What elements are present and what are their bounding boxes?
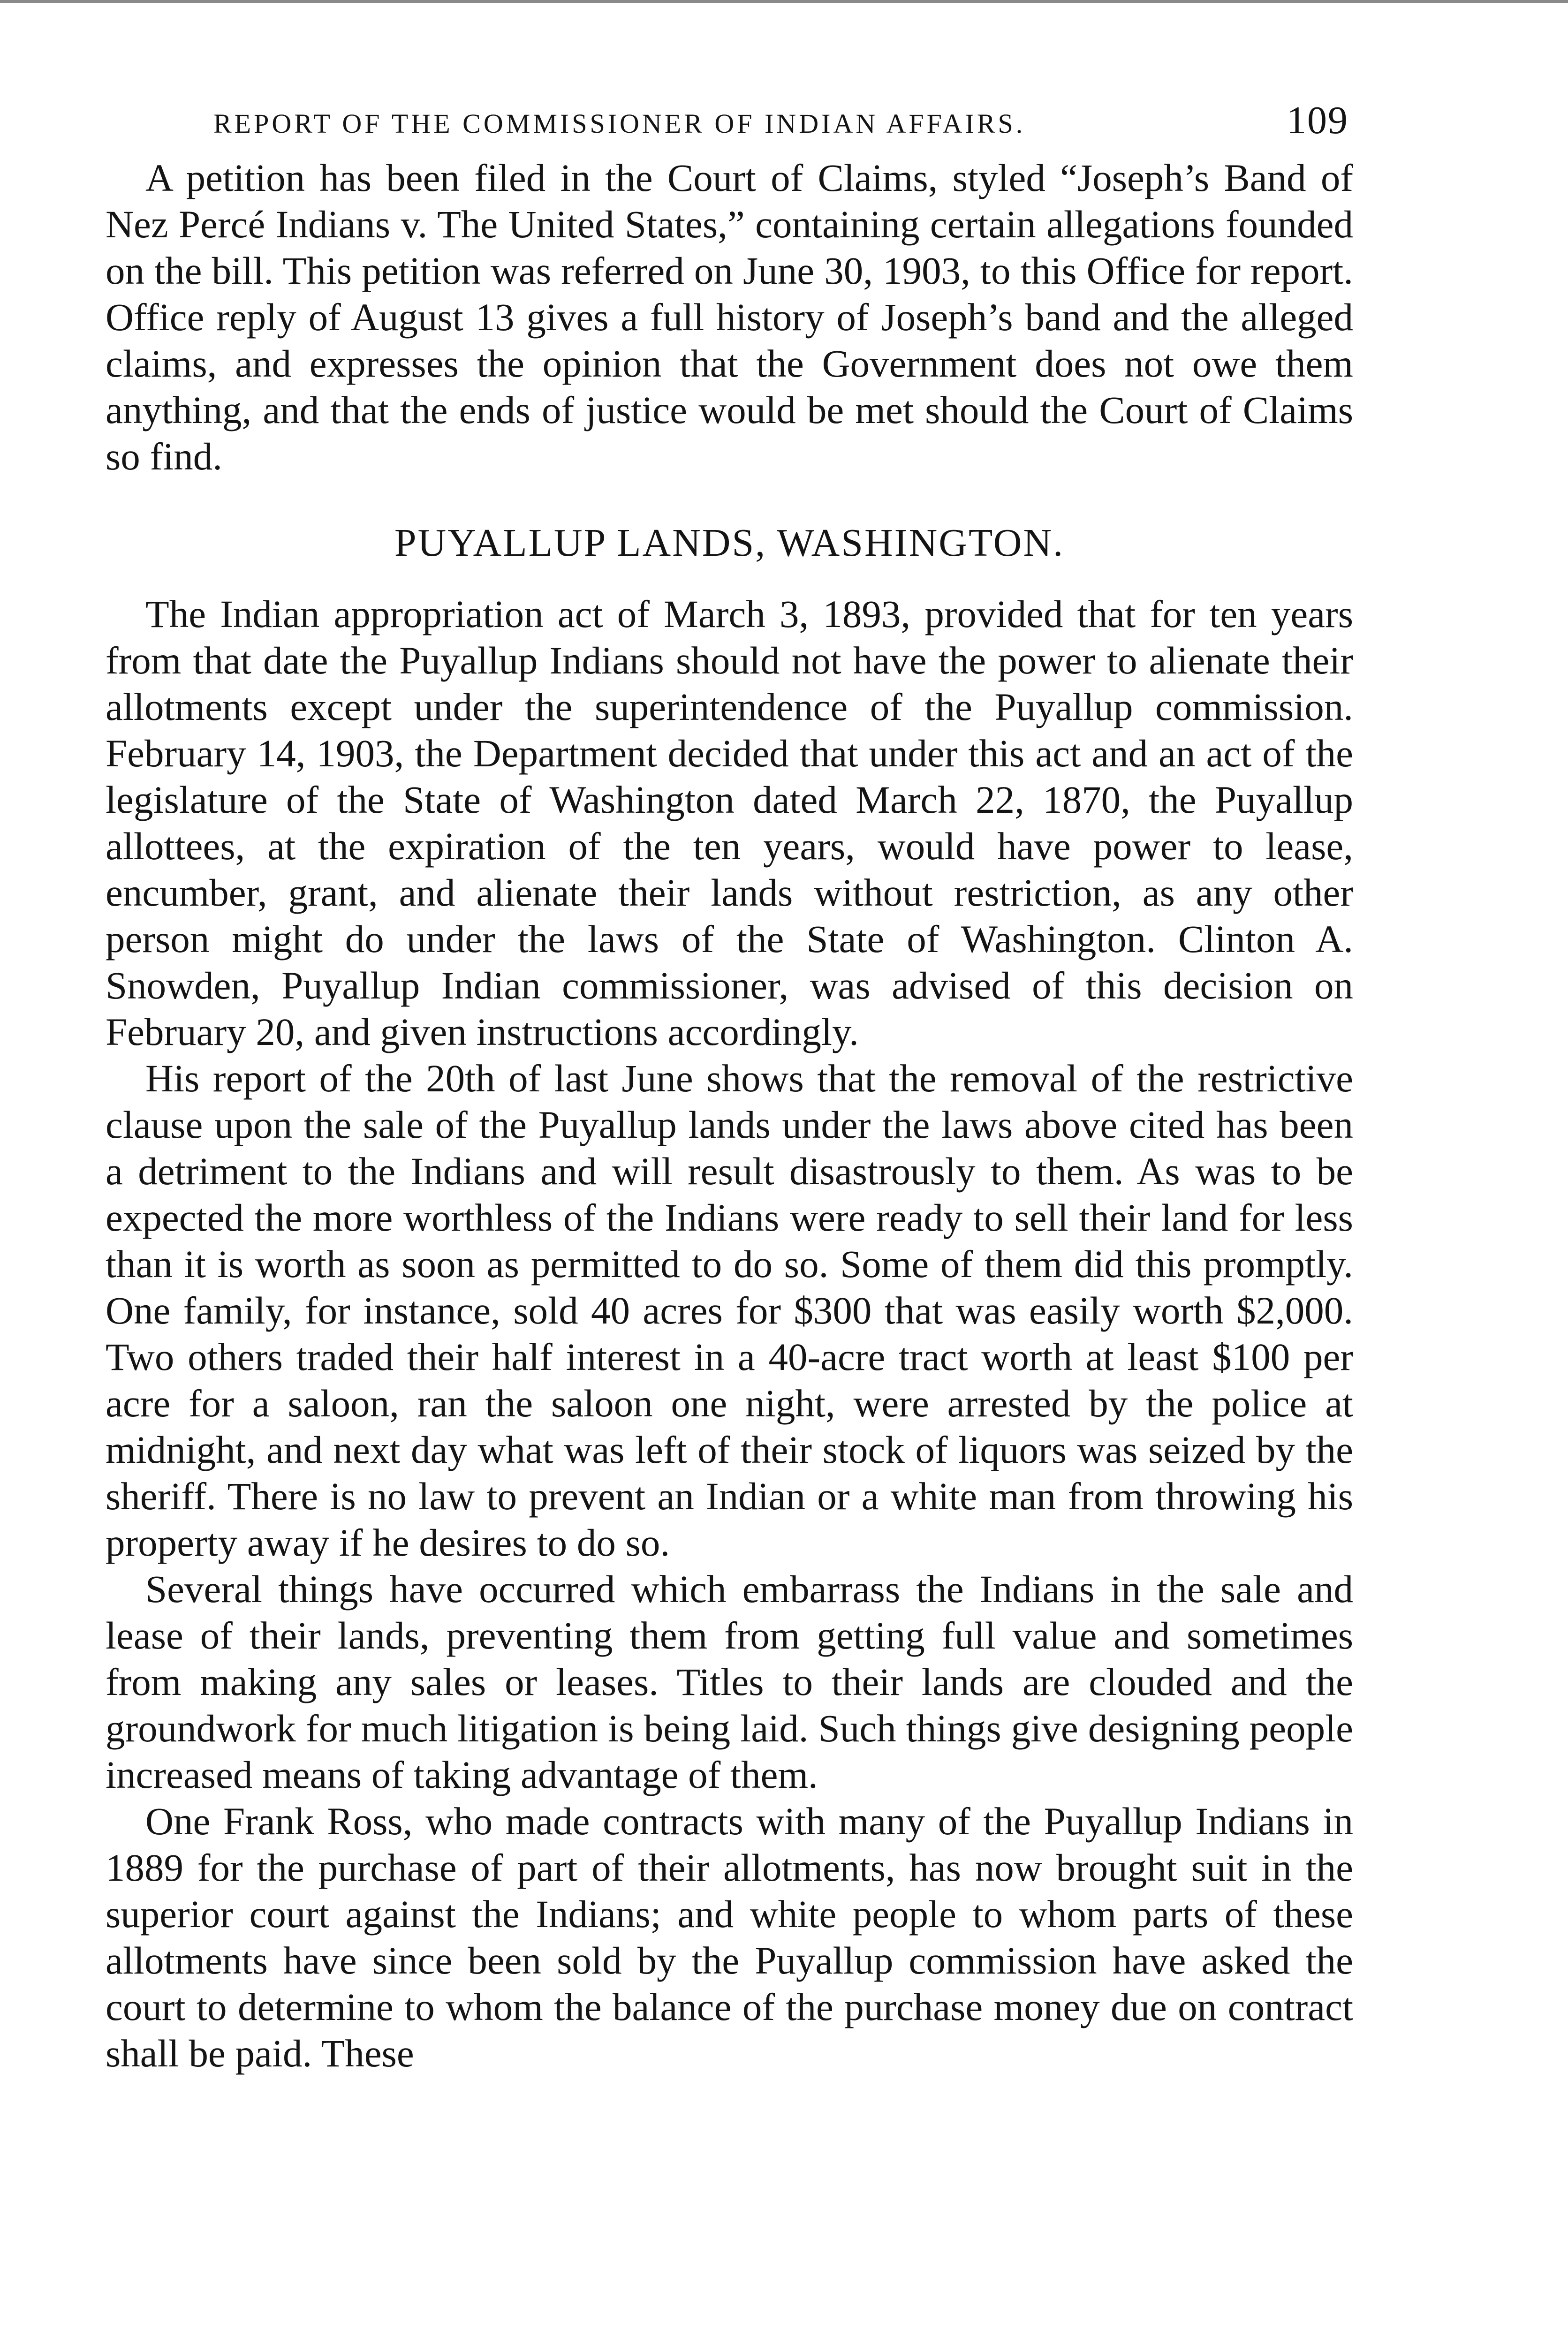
section-paragraph: The Indian appropriation act of March 3, 1893, provided that for ten years from that date the Puyallup Indians should not have the power to alienate their allotments except under the superintendence of the Puyallup commission. February 14, 1903, the Department decided that under this act and an act of the legislature of the State of Washington dated March 22, 1870, the Puyallup allottees, at the expiration of the ten years, would have power to lease, encumber, grant, and alienate their lands without restriction, as any other person might do under the laws of the State of Washington. Clinton A. Snowden, Puyallup Indian commissioner, was advised of this decision on February 20, and given instructions accordingly.	[106, 592, 1353, 1053]
intro-paragraph: A petition has been filed in the Court of Claims, styled “Joseph’s Band of Nez Percé Indians v. The United States,” containing certain allegations founded on the bill. This petition was referred on June 30, 1903, to this Office for report. Office reply of August 13 gives a full history of Joseph’s band and the alleged claims, and expresses the opinion that the Government does not owe them anything, and that the ends of justice would be met should the Court of Claims so find.	[106, 156, 1353, 478]
document-page	[106, 89, 1353, 2077]
section-paragraph: One Frank Ross, who made contracts with many of the Puyallup Indians in 1889 for the purchase of part of their allotments, has now brought suit in the superior court against the Indians; and white people to whom parts of these allotments have since been sold by the Puyallup commission have asked the court to determine to whom the balance of the purchase money due on contract shall be paid. These	[106, 1800, 1353, 2075]
section-paragraph: His report of the 20th of last June shows that the removal of the restrictive clause upon the sale of the Puyallup lands under the laws above cited has been a detriment to the Indians and will result disastrously to them. As was to be expected the more worthless of the Indians were ready to sell their land for less than it is worth as soon as permitted to do so. Some of them did this promptly. One family, for instance, sold 40 acres for $300 that was easily worth $2,000. Two others traded their half interest in a 40-acre tract worth at least $100 per acre for a saloon, ran the saloon one night, were arrested by the police at midnight, and next day what was left of their stock of liquors was seized by the sheriff. There is no law to prevent an Indian or a white man from throwing his property away if he desires to do so.	[106, 1057, 1353, 1564]
section-heading: PUYALLUP LANDS, WASHINGTON.	[394, 521, 1065, 565]
running-title: REPORT OF THE COMMISSIONER OF INDIAN AFFAIRS.	[213, 108, 1026, 139]
running-head	[106, 89, 1353, 155]
page-top-edge	[0, 0, 1568, 3]
page-number: 109	[1287, 98, 1348, 142]
section-paragraph: Several things have occurred which embarrass the Indians in the sale and lease of their lands, preventing them from getting full value and sometimes from making any sales or leases. Titles to their lands are clouded and the groundwork for much litigation is being laid. Such things give designing people increased means of taking advantage of them.	[106, 1567, 1353, 1796]
